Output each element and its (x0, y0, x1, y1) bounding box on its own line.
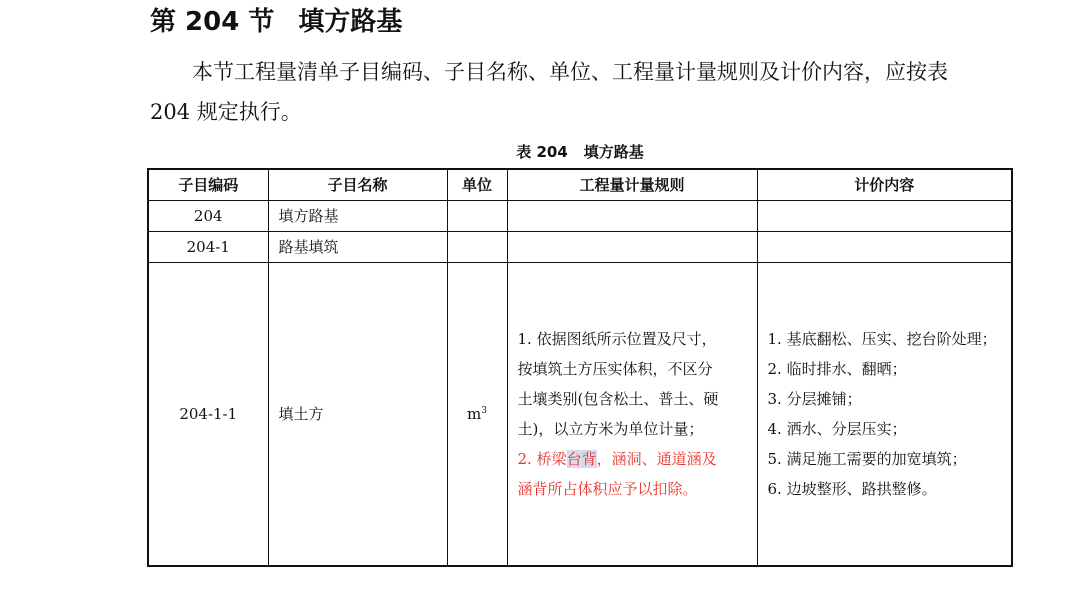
intro-line-2: 204 规定执行。 (150, 100, 302, 124)
header-unit: 单位 (447, 169, 507, 200)
row-pricing (757, 231, 1012, 262)
header-code: 子目编码 (148, 169, 268, 200)
table-caption-title: 填方路基 (583, 143, 644, 161)
pricing-line: 1. 基底翻松、压实、挖台阶处理； (767, 329, 997, 348)
section-name: 填方路基 (298, 7, 403, 37)
row-name: 路基填筑 (268, 231, 447, 262)
detail-name: 填土方 (268, 262, 447, 566)
header-name: 子目名称 (268, 169, 447, 200)
detail-unit (447, 262, 507, 566)
row-name: 填方路基 (268, 200, 447, 231)
row-unit (447, 200, 507, 231)
detail-code: 204-1-1 (148, 262, 268, 566)
intro-paragraph (150, 52, 1030, 132)
table-caption (0, 142, 1080, 162)
rules-line-red: 涵背所占体积应予以扣除。 (517, 479, 698, 498)
table-row (148, 200, 1012, 231)
detail-pricing (757, 262, 1012, 566)
section-number: 第 204 节 (150, 7, 275, 37)
section-heading (150, 4, 402, 40)
intro-line-1: 本节工程量清单子目编码、子目名称、单位、工程量计量规则及计价内容，应按表 (192, 60, 948, 84)
rules-line: 1. 依据图纸所示位置及尺寸， (517, 329, 717, 348)
detail-rules (507, 262, 757, 566)
highlighted-text: 台背 (566, 449, 597, 468)
rules-line: 按填筑土方压实体积，不区分 (517, 359, 713, 378)
spec-table (147, 168, 1013, 567)
pricing-line: 5. 满足施工需要的加宽填筑； (767, 449, 967, 468)
rules-line: 土壤类别(包含松土、普土、硬 (517, 389, 719, 408)
row-code: 204-1 (148, 231, 268, 262)
unit-base: m (467, 404, 482, 423)
rules-line-red (518, 444, 747, 474)
table-caption-number: 表 204 (516, 143, 568, 161)
row-code: 204 (148, 200, 268, 231)
pricing-line: 3. 分层摊铺； (767, 389, 862, 408)
pricing-line: 6. 边坡整形、路拱整修。 (767, 479, 937, 498)
pricing-line: 4. 洒水、分层压实； (767, 419, 907, 438)
row-rules (507, 231, 757, 262)
header-pricing: 计价内容 (757, 169, 1012, 200)
row-rules (507, 200, 757, 231)
row-pricing (757, 200, 1012, 231)
header-rules: 工程量计量规则 (507, 169, 757, 200)
table-row-detail (148, 262, 1012, 566)
row-unit (447, 231, 507, 262)
rules-line: 土)，以立方米为单位计量； (517, 419, 704, 438)
rules-red-after: ，涵洞、通道涵及 (596, 449, 717, 468)
pricing-line: 2. 临时排水、翻晒； (767, 359, 907, 378)
table-row (148, 231, 1012, 262)
rules-red-before: 2. 桥梁 (517, 449, 567, 468)
table-header-row (148, 169, 1012, 200)
unit-superscript: 3 (481, 405, 487, 416)
